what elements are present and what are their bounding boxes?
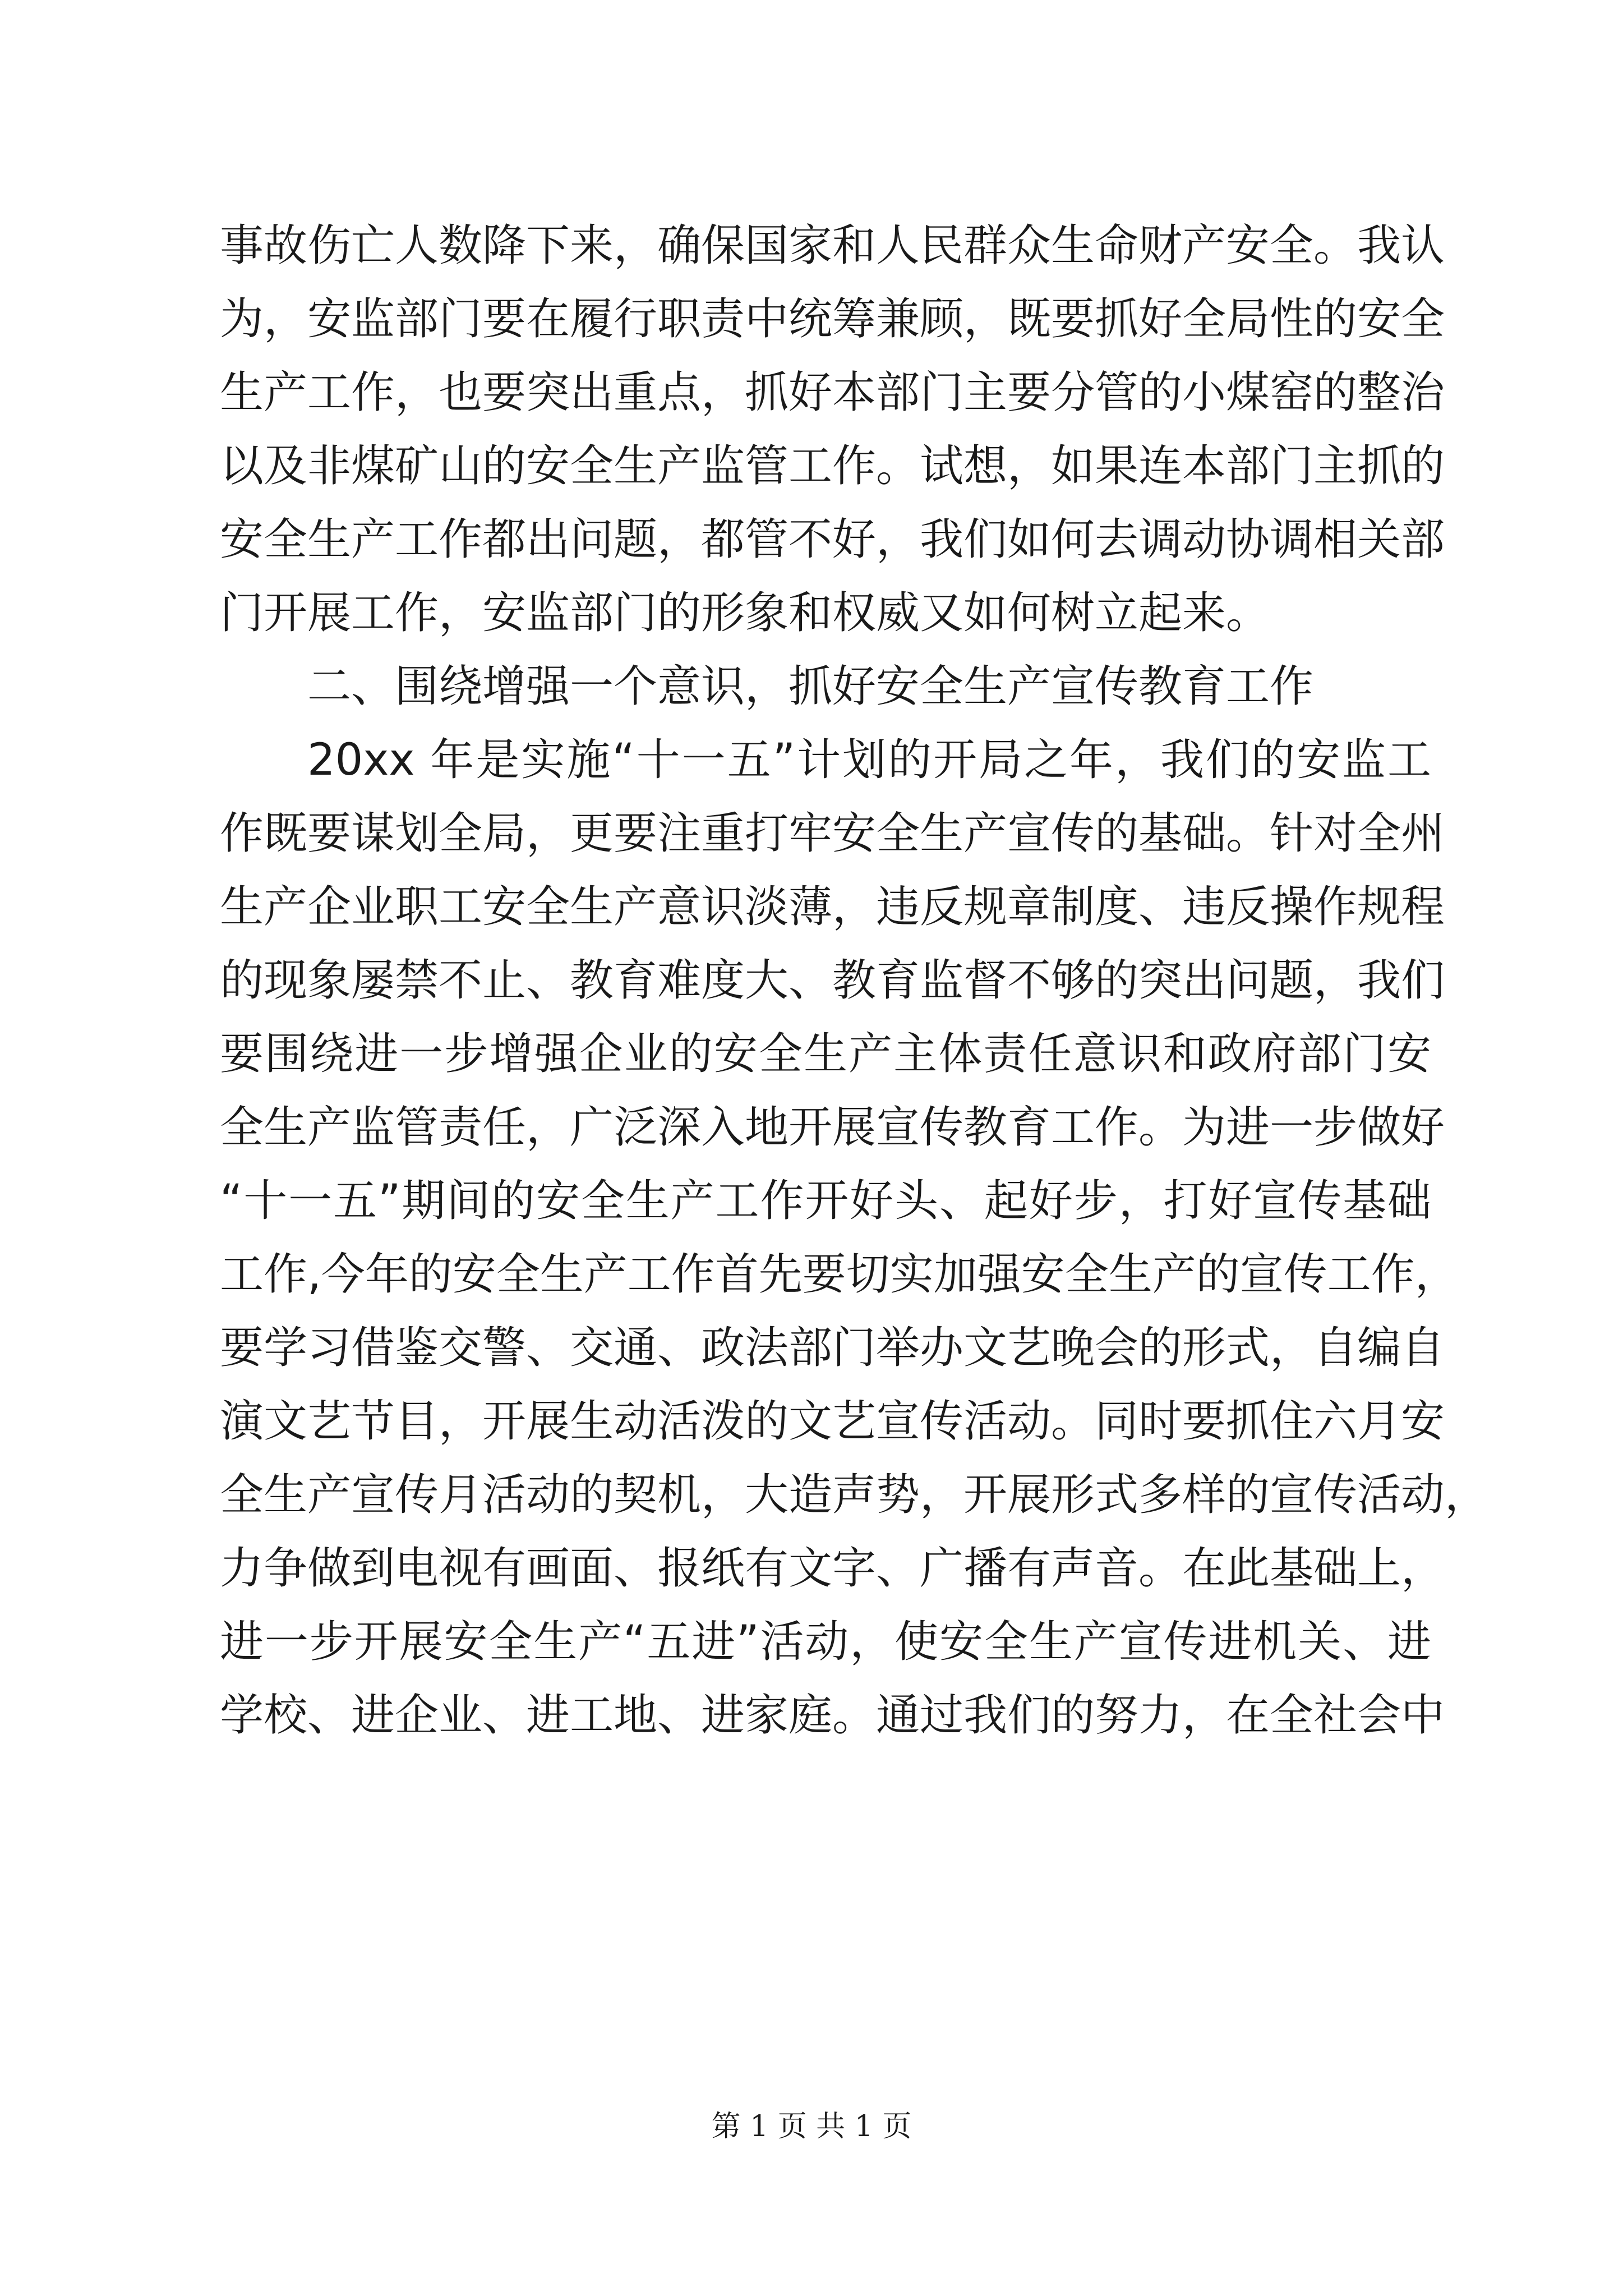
body-line-6: 门开展工作，安监部门的形象和权威又如何树立起来。 — [220, 588, 1270, 638]
body-line-4: 以及非煤矿山的安全生产监管工作。试想，如果连本部门主抓的 — [220, 441, 1445, 491]
body-line-16: 要学习借鉴交警、交通、政法部门举办文艺晚会的形式，自编自 — [220, 1323, 1445, 1373]
body-line-12: 要围绕进一步增强企业的安全生产主体责任意识和政府部门安 — [220, 1029, 1431, 1079]
body-line-19: 力争做到电视有画面、报纸有文字、广播有声音。在此基础上， — [220, 1543, 1445, 1594]
body-line-3: 生产工作，也要突出重点，抓好本部门主要分管的小煤窑的整治 — [220, 367, 1445, 418]
body-line-21: 学校、进企业、进工地、进家庭。通过我们的努力，在全社会中 — [220, 1690, 1445, 1741]
body-line-2: 为，安监部门要在履行职责中统筹兼顾，既要抓好全局性的安全 — [220, 294, 1445, 344]
body-line-10: 生产企业职工安全生产意识淡薄，违反规章制度、违反操作规程 — [220, 882, 1445, 932]
body-line-18: 全生产宣传月活动的契机，大造声势，开展形式多样的宣传活动， — [220, 1470, 1489, 1520]
body-line-14: “十一五”期间的安全生产工作开好头、起好步，打好宣传基础 — [220, 1176, 1431, 1226]
body-line-13: 全生产监管责任，广泛深入地开展宣传教育工作。为进一步做好 — [220, 1102, 1445, 1153]
body-line-20: 进一步开展安全生产“五进”活动，使安全生产宣传进机关、进 — [220, 1617, 1431, 1667]
body-line-11: 的现象屡禁不止、教育难度大、教育监督不够的突出问题，我们 — [220, 955, 1445, 1006]
page-footer: 第 1 页 共 1 页 — [711, 2110, 912, 2143]
body-line-8: 20xx 年是实施“十一五”计划的开局之年，我们的安监工 — [307, 735, 1431, 785]
body-line-15: 工作,今年的安全生产工作首先要切实加强安全生产的宣传工作， — [220, 1249, 1459, 1300]
section-heading: 二、围绕增强一个意识，抓好安全生产宣传教育工作 — [307, 661, 1314, 712]
body-line-9: 作既要谋划全局，更要注重打牢安全生产宣传的基础。针对全州 — [220, 808, 1445, 859]
body-line-17: 演文艺节目，开展生动活泼的文艺宣传活动。同时要抓住六月安 — [220, 1396, 1445, 1447]
body-line-1: 事故伤亡人数降下来，确保国家和人民群众生命财产安全。我认 — [220, 220, 1445, 271]
body-line-5: 安全生产工作都出问题，都管不好，我们如何去调动协调相关部 — [220, 514, 1445, 565]
